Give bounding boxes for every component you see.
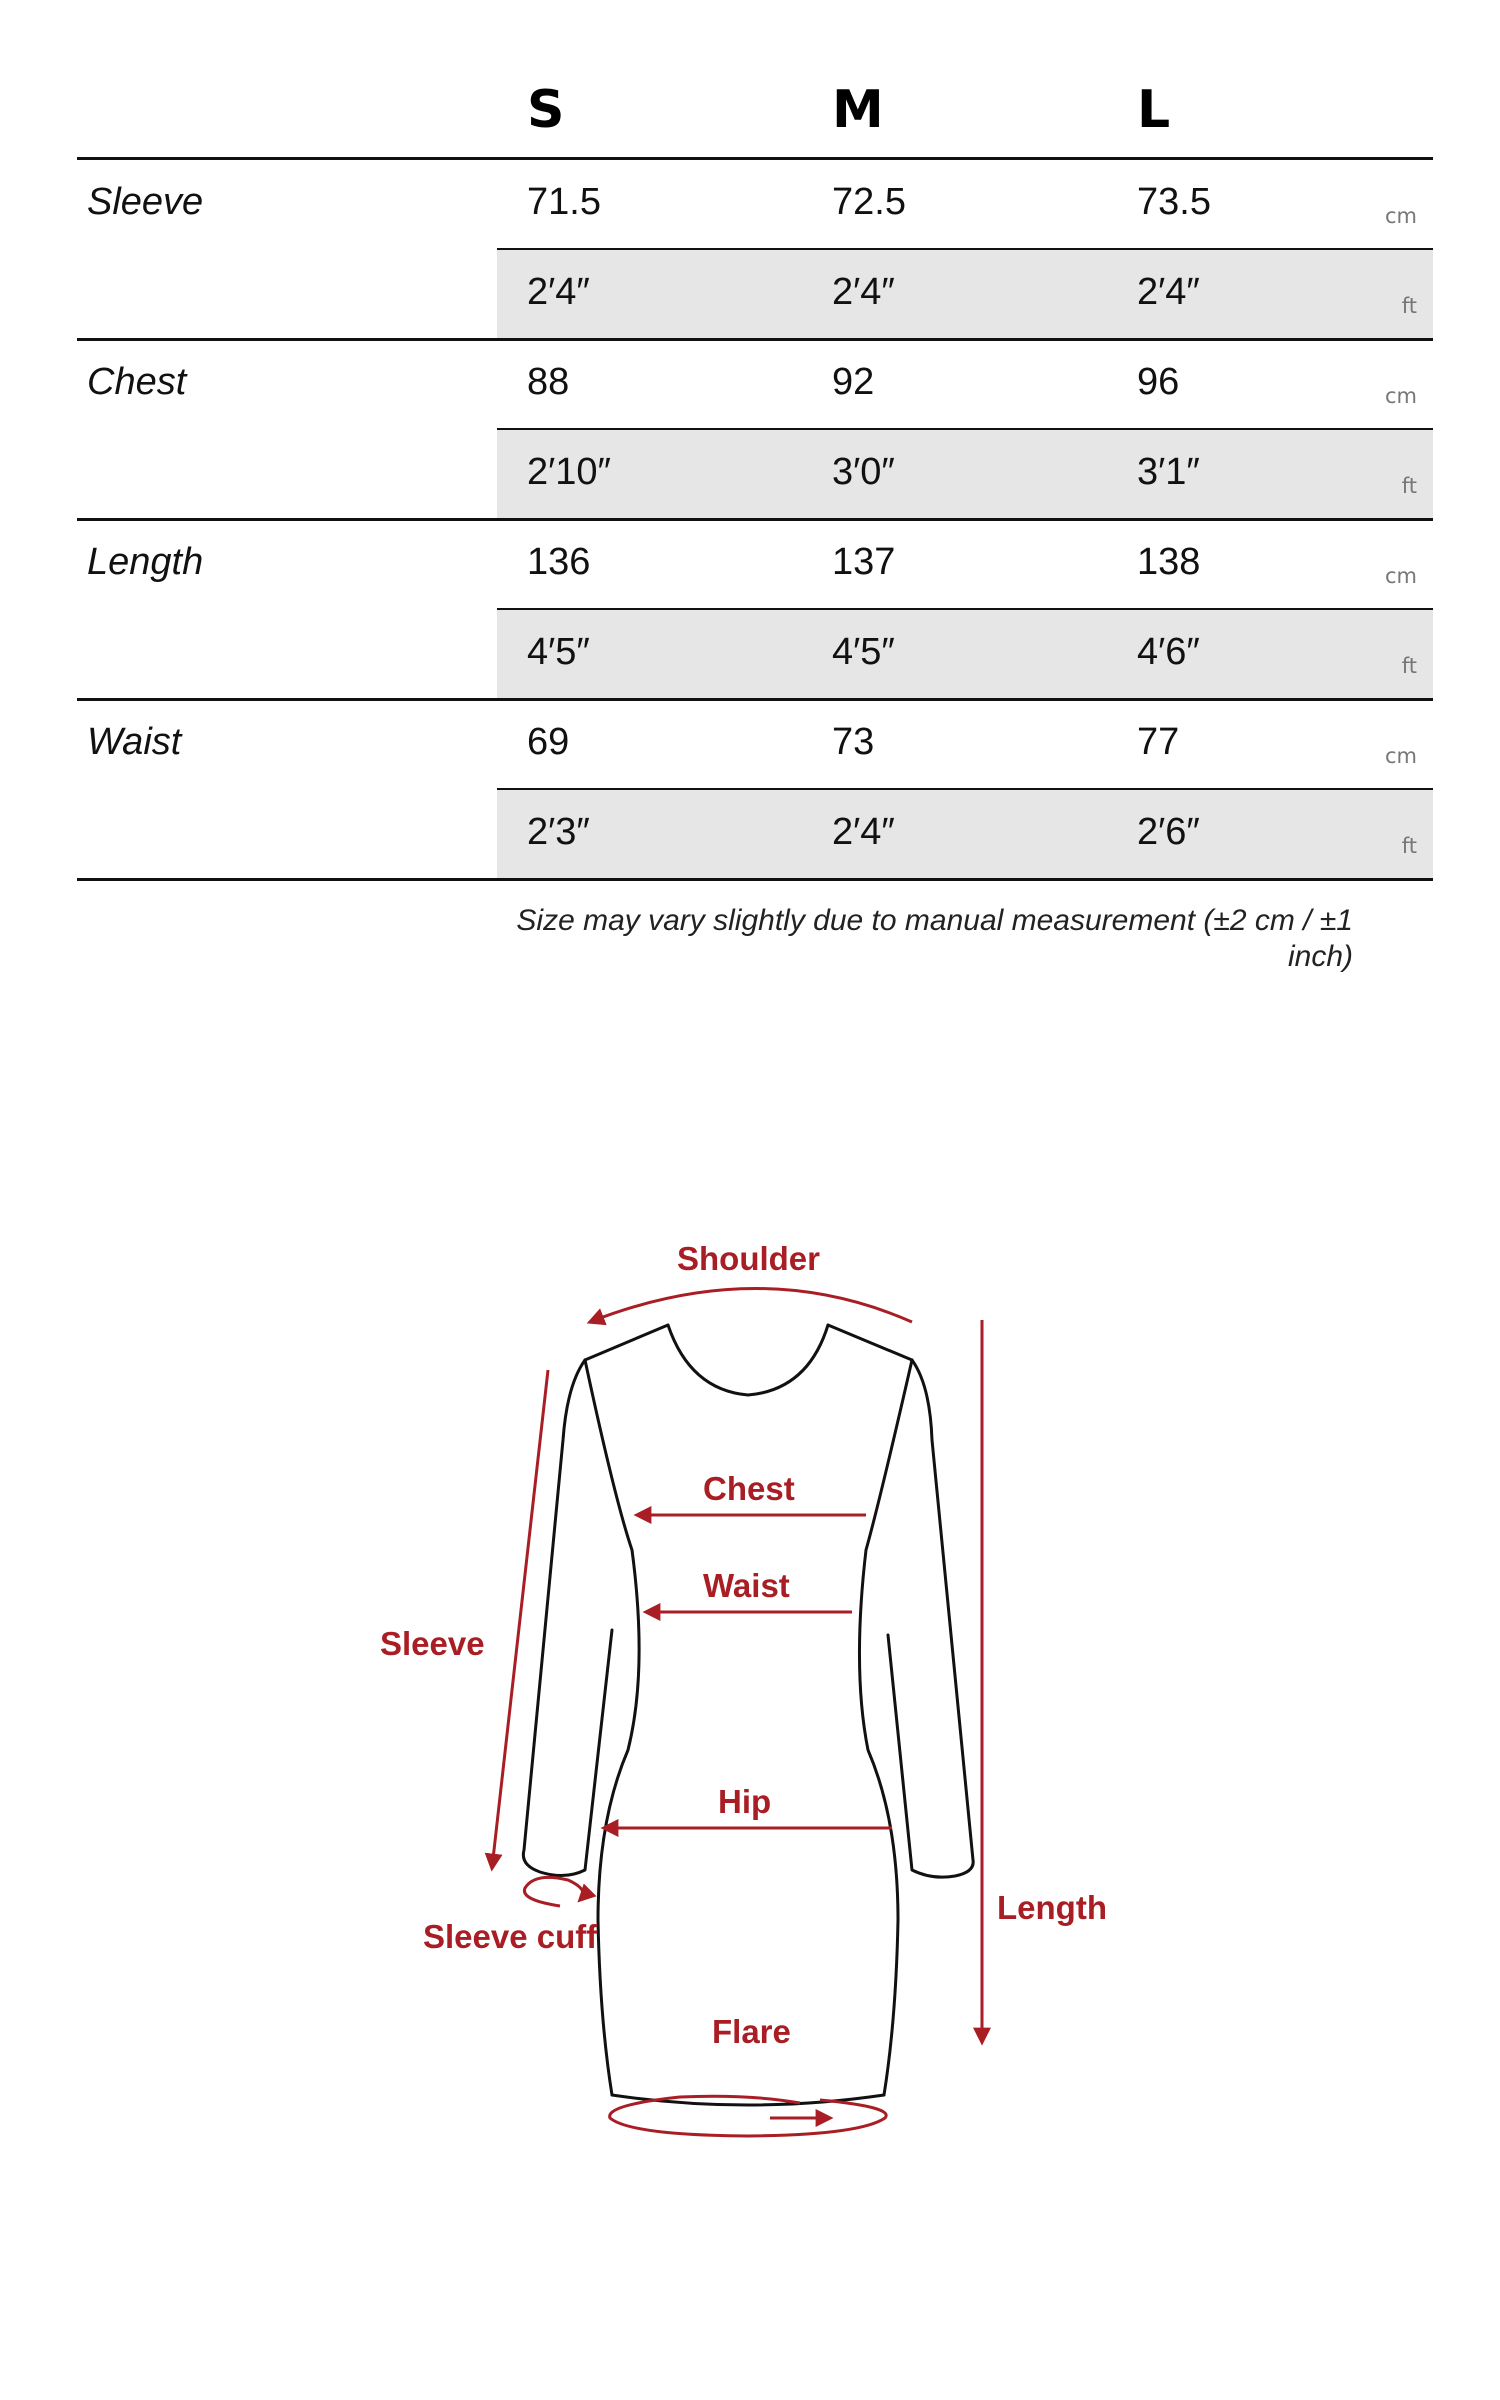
label-shoulder: Shoulder — [677, 1240, 821, 1277]
table-bottom-rule — [77, 878, 1433, 881]
unit-ft: ft — [1401, 834, 1417, 858]
left-shoulder-line — [585, 1325, 668, 1360]
row-label-sleeve: Sleeve — [87, 181, 204, 223]
flare-ellipse — [610, 2096, 886, 2136]
label-flare: Flare — [712, 2013, 791, 2050]
sleeve-s-ft: 2′4″ — [527, 271, 590, 313]
body-right-side — [859, 1360, 912, 2095]
chest-m-ft: 3′0″ — [832, 451, 895, 493]
neckline — [668, 1325, 828, 1395]
row-divider — [77, 338, 1433, 341]
chest-s-cm: 88 — [527, 361, 570, 403]
row-label-length: Length — [87, 541, 204, 583]
sleeve-l-ft: 2′4″ — [1137, 271, 1200, 313]
size-header-l: L — [1137, 80, 1171, 140]
label-chest: Chest — [703, 1470, 795, 1507]
chest-l-ft: 3′1″ — [1137, 451, 1200, 493]
waist-l-ft: 2′6″ — [1137, 811, 1200, 853]
ft-row-background — [497, 430, 1433, 518]
length-l-cm: 138 — [1137, 541, 1201, 583]
label-hip: Hip — [718, 1783, 772, 1820]
left-sleeve — [523, 1360, 612, 1876]
waist-l-cm: 77 — [1137, 721, 1180, 763]
ft-row-background — [497, 610, 1433, 698]
dress-outline — [523, 1325, 973, 2105]
chest-s-ft: 2′10″ — [527, 451, 611, 493]
shoulder-arrow — [590, 1289, 912, 1323]
right-shoulder-line — [828, 1325, 912, 1360]
sleeve-m-cm: 72.5 — [832, 181, 906, 223]
row-divider — [77, 518, 1433, 521]
waist-m-ft: 2′4″ — [832, 811, 895, 853]
sleeve-arrow — [492, 1370, 548, 1868]
sleeve-l-cm: 73.5 — [1137, 181, 1211, 223]
length-l-ft: 4′6″ — [1137, 631, 1200, 673]
chest-m-cm: 92 — [832, 361, 875, 403]
size-header-m: M — [832, 80, 884, 140]
label-length: Length — [997, 1889, 1107, 1926]
chest-l-cm: 96 — [1137, 361, 1180, 403]
sleeve-m-ft: 2′4″ — [832, 271, 895, 313]
waist-s-ft: 2′3″ — [527, 811, 590, 853]
sleeve-s-cm: 71.5 — [527, 181, 601, 223]
row-divider — [77, 698, 1433, 701]
label-sleeve-cuff: Sleeve cuff — [423, 1918, 598, 1955]
unit-ft: ft — [1401, 474, 1417, 498]
row-label-chest: Chest — [87, 361, 187, 403]
measurement-diagram — [0, 1200, 1500, 2200]
header-divider — [77, 157, 1433, 160]
unit-cm: cm — [1384, 744, 1417, 768]
label-sleeve: Sleeve — [380, 1625, 485, 1662]
unit-cm: cm — [1384, 204, 1417, 228]
label-waist: Waist — [703, 1567, 790, 1604]
ft-row-background — [497, 790, 1433, 878]
sleeve-cuff-arrow — [524, 1877, 583, 1906]
length-m-cm: 137 — [832, 541, 896, 583]
unit-ft: ft — [1401, 654, 1417, 678]
unit-cm: cm — [1384, 564, 1417, 588]
body-left-side — [585, 1360, 639, 2095]
right-sleeve — [888, 1360, 973, 1877]
row-label-waist: Waist — [87, 721, 182, 763]
length-s-cm: 136 — [527, 541, 591, 583]
measurement-note: Size may vary slightly due to manual measurement (±2 cm / ±1 inch) — [516, 904, 1353, 973]
length-m-ft: 4′5″ — [832, 631, 895, 673]
waist-s-cm: 69 — [527, 721, 570, 763]
length-s-ft: 4′5″ — [527, 631, 590, 673]
size-header-s: S — [527, 80, 565, 140]
ft-row-background — [497, 250, 1433, 338]
unit-ft: ft — [1401, 294, 1417, 318]
waist-m-cm: 73 — [832, 721, 875, 763]
unit-cm: cm — [1384, 384, 1417, 408]
